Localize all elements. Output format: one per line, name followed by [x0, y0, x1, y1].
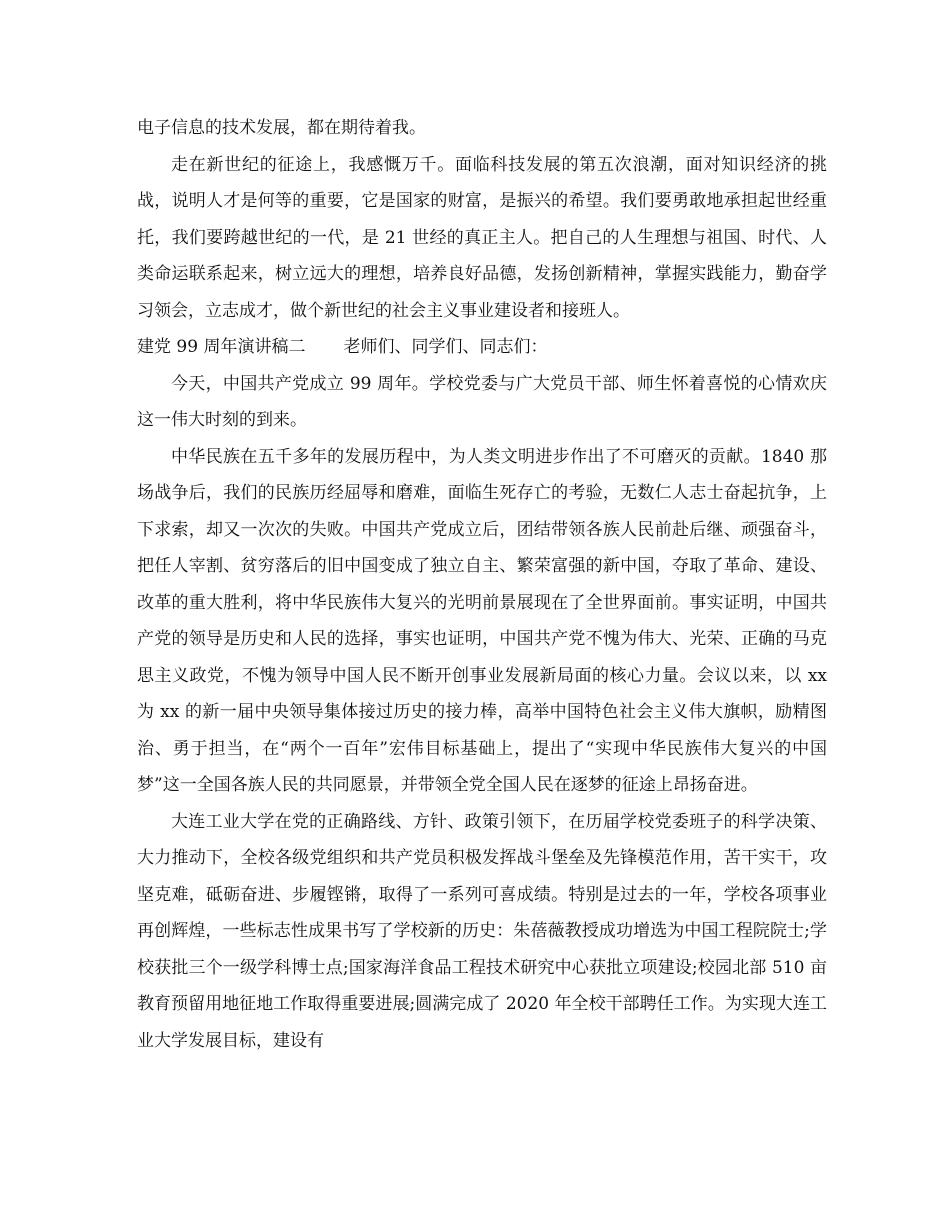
document-body — [137, 110, 827, 1059]
speech-heading — [137, 329, 827, 366]
paragraph-3: 今天，中国共产党成立 99 周年。学校党委与广大党员干部、师生怀着喜悦的心情欢庆这一伟大时刻的到来。 — [137, 373, 827, 430]
paragraph-2: 走在新世纪的征途上，我感慨万千。面临科技发展的第五次浪潮，面对知识经济的挑战，说明人才是何等的重要，它是国家的财富，是振兴的希望。我们要勇敢地承担起世经重托，我们要跨越世纪的一代，是 21 世经的真正主人。把自己的人生理想与祖国、时代、人类命运联系起来，树立远大的理想，培养良好品德，发扬创新精神，掌握实践能力，勤奋学习领会，立志成才，做个新世纪的社会主义事业建设者和接班人。 — [137, 154, 827, 321]
speech-title: 建党 99 周年演讲稿二 — [137, 337, 306, 357]
paragraph-1: 电子信息的技术发展，都在期待着我。 — [137, 118, 426, 138]
paragraph-4: 中华民族在五千多年的发展历程中，为人类文明进步作出了不可磨灭的贡献。1840 那场战争后，我们的民族历经屈辱和磨难，面临生死存亡的考验，无数仁人志士奋起抗争，上下求索，却又一次次的失败。中国共产党成立后，团结带领各族人民前赴后继、顽强奋斗，把任人宰割、贫穷落后的旧中国变成了独立自主、繁荣富强的新中国，夺取了革命、建设、改革的重大胜利，将中华民族伟大复兴的光明前景展现在了全世界面前。事实证明，中国共产党的领导是历史和人民的选择，事实也证明，中国共产党不愧为伟大、光荣、正确的马克思主义政党，不愧为领导中国人民不断开创事业发展新局面的核心力量。会议以来，以 xx 为 xx 的新一届中央领导集体接过历史的接力棒，高举中国特色社会主义伟大旗帜，励精图治、勇于担当，在“两个一百年”宏伟目标基础上，提出了“实现中华民族伟大复兴的中国梦”这一全国各族人民的共同愿景，并带领全党全国人民在逐梦的征途上昂扬奋进。 — [137, 446, 827, 795]
speech-salutation: 老师们、同学们、同志们： — [343, 337, 548, 357]
paragraph-5: 大连工业大学在党的正确路线、方针、政策引领下，在历届学校党委班子的科学决策、大力推动下，全校各级党组织和共产党员积极发挥战斗堡垒及先锋模范作用，苦干实干，攻坚克难，砥砺奋进、步履铿锵，取得了一系列可喜成绩。特别是过去的一年，学校各项事业再创辉煌，一些标志性成果书写了学校新的历史：朱蓓薇教授成功增选为中国工程院院士;学校获批三个一级学科博士点;国家海洋食品工程技术研究中心获批立项建设;校园北部 510 亩教育预留用地征地工作取得重要进展;圆满完成了 2020 年全校干部聘任工作。为实现大连工业大学发展目标，建设有 — [137, 811, 827, 1051]
